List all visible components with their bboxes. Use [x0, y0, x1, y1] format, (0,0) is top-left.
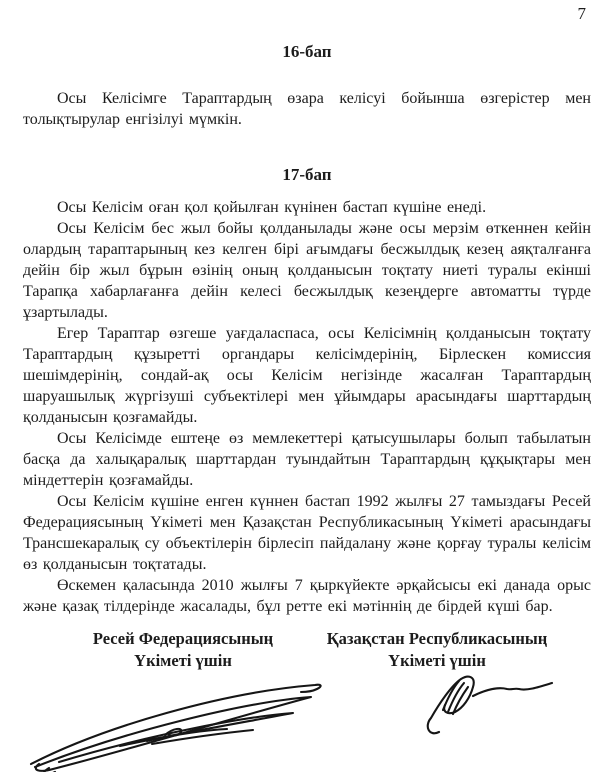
russia-party-label: Ресей Федерациясының — [92, 629, 274, 648]
page-number: 7 — [577, 4, 586, 23]
article-17-heading: 17-бап — [282, 165, 332, 184]
article-17-paragraph-1: Осы Келісім оған қол қойылған күнінен бастап күшіне енеді. — [57, 199, 487, 216]
russia-signature-icon — [25, 678, 331, 772]
kazakhstan-signature-icon — [415, 674, 557, 738]
article-17-paragraph-3: Егер Тараптар өзгеше уағдаласпаса, осы Келісімнің қолданысын тоқтату Тараптардың құзыретті органдары келісімдерінің, Бірлескен комиссия шешімдерінің, сондай-ақ осы Келісім негізінде жасалған Тараптардың шаруашылық жүргізуші субъектілері мен ұйымдары арасындағы шарттардың қолданысын қозғамайды. — [23, 325, 591, 426]
document-body — [23, 25, 591, 768]
article-16-heading: 16-бап — [282, 42, 332, 61]
signature-block-kazakhstan — [311, 628, 563, 768]
russia-signature-area — [63, 672, 303, 768]
article-17-paragraph-5: Осы Келісім күшіне енген күннен бастап 1992 жылғы 27 тамыздағы Ресей Федерациясының Үкіметі мен Қазақстан Республикасының Үкіметі арасындағы Трансшекаралық су объектілерін бірлесіп пайдалану және қорғау туралы келісім өз қолданысын тоқтатады. — [23, 493, 591, 573]
signature-blocks — [23, 628, 591, 768]
kazakhstan-for-label: Үкіметі үшін — [388, 651, 486, 670]
article-16-paragraph: Осы Келісімге Тараптардың өзара келісуі бойынша өзгерістер мен толықтырулар енгізілуі мүмкін. — [23, 90, 591, 128]
article-17-paragraph-2: Осы Келісім бес жыл бойы қолданылады және осы мерзім өткеннен кейін олардың тараптарының кез келген бірі ағымдағы бесжылдық кезең аяқталғанға дейін бір жыл бұрын өзінің оның қолданысын тоқтату ниеті туралы екінші Тарапқа хабарлағанға дейін келесі бесжылдық кезеңдерге автоматты түрде ұзартылады. — [23, 220, 591, 321]
article-17-paragraph-4: Осы Келісімде ештеңе өз мемлекеттері қатысушылары болып табылатын басқа да халықаралық шарттардан туындайтын Тараптардың құқықтары мен міндеттерін қозғамайды. — [23, 430, 591, 489]
kazakhstan-signature-area — [311, 672, 563, 768]
article-17-paragraph-6: Өскемен қаласында 2010 жылғы 7 қыркүйекте әрқайсысы екі данада орыс және қазақ тілдерінде жасалады, бұл ретте екі мәтіннің де бірдей күші бар. — [23, 577, 591, 615]
signature-block-russia — [63, 628, 303, 768]
kazakhstan-party-label: Қазақстан Республикасының — [326, 629, 548, 648]
russia-for-label: Үкіметі үшін — [134, 651, 232, 670]
